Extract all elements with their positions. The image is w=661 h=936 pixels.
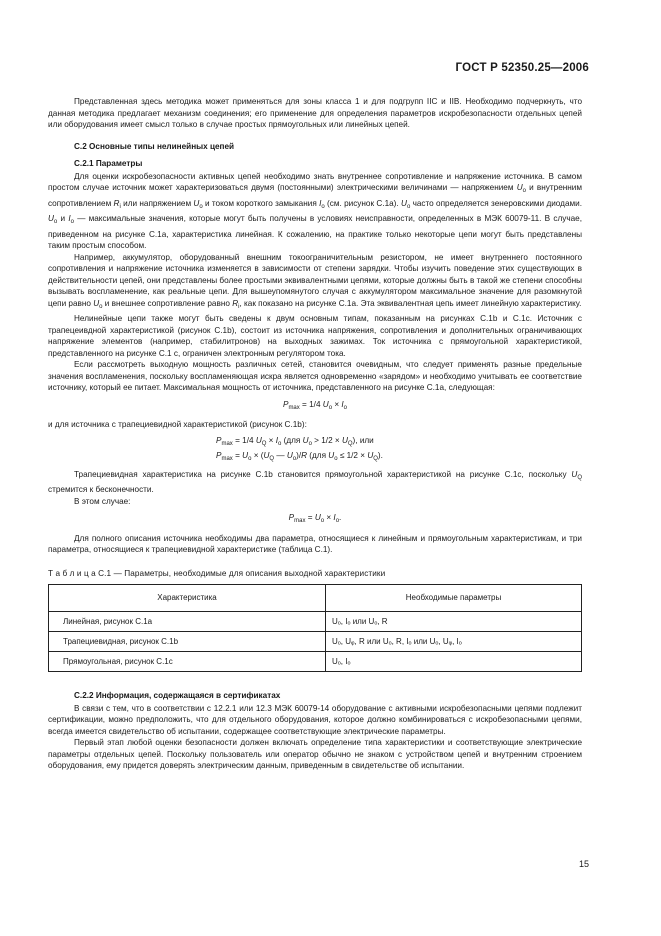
formula-pmax-linear: $P_{max} = 1/4$ $U_o \times I_o$ [282, 399, 348, 411]
intro-paragraph: Представленная здесь методика может применяться для зоны класса 1 и для подгрупп IIC и IIB. Необходимо подчеркнуть, что данная методика предлагает механизм соединения; его применение для определения параметров искробезопасности отдельных цепей или оборудования имеет смысл только в случае простых прямоугольных или линейных цепей. [48, 97, 582, 129]
paragraph-c21-5: и для источника с трапециевидной характеристикой (рисунок С.1b): [48, 420, 307, 429]
section-c21-title: С.2.1 Параметры [74, 159, 143, 168]
table-cell: Линейная, рисунок С.1а [49, 612, 326, 632]
paragraph-c21-8: Для полного описания источника необходимы два параметра, относящиеся к линейным и прямоугольным характеристикам, и три параметра, относящиеся к трапециевидной характеристике (таблица С.1). [48, 533, 582, 554]
spacer [48, 672, 582, 684]
paragraph-c21-6: Трапециевидная характеристика на рисунке С.1b становится прямоугольной характеристикой на рисунке С.1с, поскольку $U_Q$ стремится к бесконечности. [48, 469, 582, 494]
paragraph-c21-1: Для оценки искробезопасности активных цепей необходимо знать внутреннее сопротивление и напряжение источника. В самом простом случае источник может характеризоваться двумя (постоянными) электрическими величинами — напряжением $U_o$ и внутренним сопротивлением $R_i$ или напряжением $U_o$ и током короткого замыкания $I_o$ (см. рисунок С.1а). $U_o$ часто определяется зенеровскими диодами. $U_o$ и $I_o$ — максимальные значения, которые могут быть получены в условиях неисправности, определенных в МЭК 60079-11. В случае, приведенном на рисунке С.1а, характеристика линейная. К сожалению, на практике только некоторые цепи могут быть представлены таким простым способом. [48, 171, 582, 250]
table-cell: Uₒ, Uᵩ, R или Uₒ, R, Iₒ или Uₒ, Uᵩ, Iₒ [326, 632, 582, 652]
section-c22-title: С.2.2 Информация, содержащаяся в сертификатах [74, 691, 281, 700]
table-header-cell: Характеристика [49, 585, 326, 612]
paragraph-c21-4: Если рассмотреть выходную мощность различных сетей, становится очевидным, что следует применять разные предельные значения воспламенения, поскольку воспламеняющая искра является одновременно «зарядом» и необходимо учитывать ее соответствие источнику, который ее питает. Максимальная мощность от источника, представленного на рисунке С.1а, следующая: [48, 360, 582, 392]
paragraph-c22-2: Первый этап любой оценки безопасности должен включать определение типа характеристики и соответствующие электрические параметры отдельных цепей. Поскольку пользователь или оператор обычно не знаком с устройством цепей и внутренним строением оборудования, ему придется доверять электрическим данным, приведенным в свидетельстве об испытании. [48, 738, 582, 770]
table-header-row [49, 585, 582, 612]
formula-pmax-trapezoid [216, 435, 582, 465]
paragraph-c21-3: Нелинейные цепи также могут быть сведены к двум основным типам, показанным на рисунках С.1b и С.1с. Источник с трапецеивдной характеристикой (рисунок С.1b), состоит из источника напряжения, сопротивления и дополнительных ограничивающих напряжение элементов (например, стабилитронов) на выходных зажимах. Ток источника с прямоугольной характеристикой, представленного на рисунке С.1 с, ограничен электронным регулятором тока. [48, 314, 582, 358]
paragraph-c22-1: В связи с тем, что в соответствии с 12.2.1 или 12.3 МЭК 60079-14 оборудование с активными искробезопасными цепями подлежит сертификации, можно предположить, что для отдельного оборудования, которое должно комбинироваться с искробезопасными цепями, всегда имеется свидетельство об испытании, содержащее соответствующие электрические параметры. [48, 703, 582, 736]
table-cell: Uₒ, Iₒ или Uₒ, R [326, 612, 582, 632]
table-row [49, 632, 582, 652]
document-code: ГОСТ Р 52350.25—2006 [455, 62, 589, 74]
table-row [49, 612, 582, 632]
table-row [49, 652, 582, 672]
formula-line-2: $P_{max} = U_o \times (U_Q$ — $U_o)/R$ (для $U_o \le 1/2 \times U_Q$). [216, 450, 383, 462]
document-body [48, 96, 582, 772]
paragraph-c21-2: Например, аккумулятор, оборудованный внешним токоограничительным резистором, не имеет внутреннего постоянного сопротивления и напряжение источника изменяется в зависимости от степени зарядки. Чтобы изучить поведение этих существующих в действительности цепей, они представлены более простыми эквивалентными цепями, которые должны быть в такой же степени способны вызывать воспламенение, как реальные цепи. Для вышеупомянутого случая с аккумулятором максимальное значение для разомкнутой цепи равно $U_o$ и внешнее сопротивление равно $R_i$, как показано на рисунке С.1а. Эта эквивалентная цепь имеет линейную характеристику. [48, 252, 582, 310]
formula-line-1: $P_{max} = 1/4$ $U_Q \times I_o$ (для $U_o > 1/2 \times U_Q$), или [216, 435, 374, 447]
parameters-table [48, 584, 582, 672]
table-header-cell: Необходимые параметры [326, 585, 582, 612]
table-cell: Uₒ, Iₒ [326, 652, 582, 672]
table-cell: Трапециевидная, рисунок С.1b [49, 632, 326, 652]
paragraph-c21-7: В этом случае: [74, 496, 131, 506]
formula-pmax-rectangular: $P_{max} = U_o \times I_o$. [288, 513, 342, 524]
table-caption: Т а б л и ц а С.1 — Параметры, необходимые для описания выходной характеристики [48, 568, 386, 578]
table-cell: Прямоугольная, рисунок С.1с [49, 652, 326, 672]
page-number: 15 [578, 859, 589, 869]
section-c2-title: С.2 Основные типы нелинейных цепей [74, 141, 235, 151]
